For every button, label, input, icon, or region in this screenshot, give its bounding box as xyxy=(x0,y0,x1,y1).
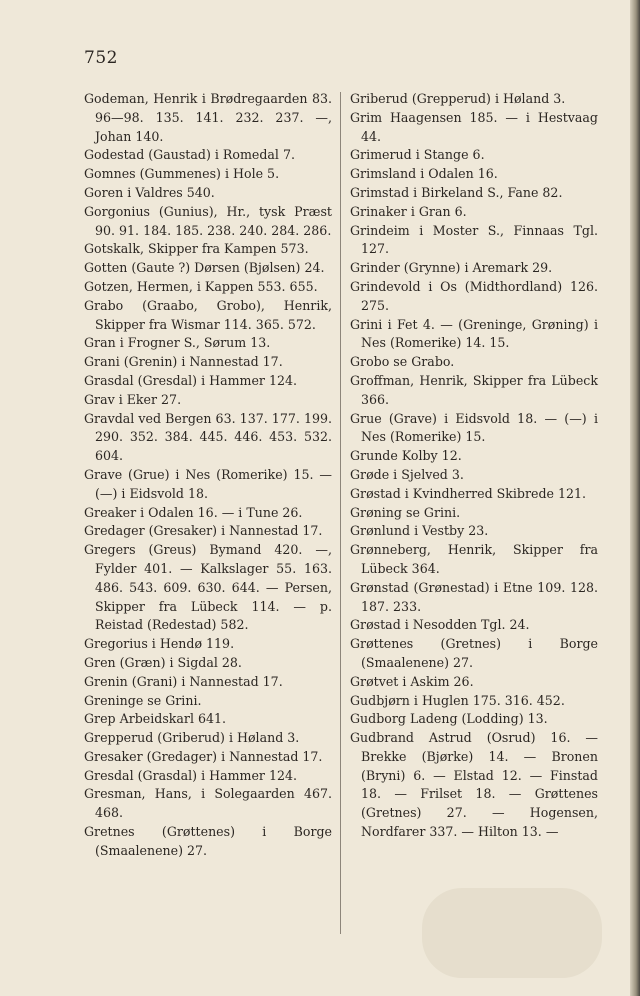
index-entry: Grav i Eker 27. xyxy=(84,391,182,407)
index-entry: Griberud (Grepperud) i Høland 3. xyxy=(350,91,566,106)
index-entry: Grasdal (Gresdal) i Hammer 124. xyxy=(84,372,297,388)
index-entry: Greaker i Odalen 16. — i Tune 26. xyxy=(84,504,303,520)
index-entry: Gudborg Ladeng (Lodding) 13. xyxy=(350,711,548,727)
index-entry: Grave (Grue) i Nes (Romerike) 15. — (—) i Eidsvold 18. xyxy=(84,466,332,501)
index-entry: Gregorius i Hendø 119. xyxy=(84,636,235,652)
index-entry: Grenin (Grani) i Nannestad 17. xyxy=(84,673,283,689)
index-entry: Gravdal ved Bergen 63. 137. 177. 199. 290. 352. 384. 445. 446. 453. 532. 604. xyxy=(84,410,332,464)
index-entry: Grunde Kolby 12. xyxy=(350,448,462,464)
index-entry: Grøstad i Kvindherred Skibrede 121. xyxy=(350,485,587,501)
page-edge xyxy=(630,0,640,996)
index-entry: Grindeim i Moster S., Finnaas Tgl. 127. xyxy=(350,222,598,257)
index-entry: Gomnes (Gummenes) i Hole 5. xyxy=(84,166,280,182)
index-entry: Grøning se Grini. xyxy=(350,504,461,520)
paper-stain xyxy=(422,888,602,978)
index-entry: Grep Arbeidskarl 641. xyxy=(84,711,227,727)
index-entry: Grimstad i Birkeland S., Fane 82. xyxy=(350,184,563,200)
index-entry: Gotten (Gaute ?) Dørsen (Bjølsen) 24. xyxy=(84,260,325,276)
index-entry: Gredager (Gresaker) i Nannestad 17. xyxy=(84,523,323,539)
index-entry: Gotzen, Hermen, i Kappen 553. 655. xyxy=(84,278,318,294)
index-entry: Grabo (Graabo, Grobo), Henrik, Skipper fra Wismar 114. 365. 572. xyxy=(84,297,332,332)
index-entry: Gretnes (Grøttenes) i Borge (Smaalenene) 27. xyxy=(84,824,332,858)
index-entry: Grimerud i Stange 6. xyxy=(350,147,485,163)
index-entry: Grøtvet i Askim 26. xyxy=(350,673,474,689)
index-entry: Gresaker (Gredager) i Nannestad 17. xyxy=(84,748,323,764)
index-entry: Gorgonius (Gunius), Hr., tysk Præst 90. 91. 184. 185. 238. 240. 284. 286. xyxy=(84,203,332,238)
index-entry: Gresdal (Grasdal) i Hammer 124. xyxy=(84,767,297,783)
index-entry: Grepperud (Griberud) i Høland 3. xyxy=(84,730,300,746)
index-entry: Grinaker i Gran 6. xyxy=(350,203,467,219)
index-entry: Goren i Valdres 540. xyxy=(84,184,215,200)
column-divider xyxy=(340,92,341,934)
index-entry: Gregers (Greus) Bymand 420. —, Fylder 401. — Kalkslager 55. 163. 486. 543. 609. 630. 644. — Persen, Skipper fra Lübeck 114. — p. Reistad (Redestad) 582. xyxy=(84,542,332,633)
index-entry: Gudbjørn i Huglen 175. 316. 452. xyxy=(350,692,565,708)
index-entry: Groffman, Henrik, Skipper fra Lübeck 366. xyxy=(350,372,598,407)
index-entry: Greninge se Grini. xyxy=(84,692,202,708)
index-entry: Grønlund i Vestby 23. xyxy=(350,523,489,539)
index-entry: Grinder (Grynne) i Aremark 29. xyxy=(350,260,553,276)
index-entry: Grimsland i Odalen 16. xyxy=(350,166,498,182)
index-entry: Grindevold i Os (Midthordland) 126. 275. xyxy=(350,278,598,313)
index-entry: Gran i Frogner S., Sørum 13. xyxy=(84,335,271,351)
index-entry: Grøstad i Nesodden Tgl. 24. xyxy=(350,617,530,633)
index-entry: Grønneberg, Henrik, Skipper fra Lübeck 364. xyxy=(350,542,598,576)
index-entry: Gotskalk, Skipper fra Kampen 573. xyxy=(84,241,309,257)
index-entry: Gudbrand Astrud (Osrud) 16. — Brekke (Bjørke) 14. — Bronen (Bryni) 6. — Elstad 12. — Finstad 18. — Frilset 18. — Grøttenes (Gretnes) 27. — Hogensen, Nordfarer 337. — Hilton 13. — xyxy=(350,730,598,840)
left-column xyxy=(84,90,332,861)
right-column xyxy=(350,90,598,842)
index-entry: Grønstad (Grønestad) i Etne 109. 128. 187. 233. xyxy=(350,579,598,614)
index-entry: Grøttenes (Gretnes) i Borge (Smaalenene) 27. xyxy=(350,636,598,670)
index-entry: Godestad (Gaustad) i Romedal 7. xyxy=(84,147,295,163)
index-entry: Gren (Græn) i Sigdal 28. xyxy=(84,654,242,670)
index-entry: Grani (Grenin) i Nannestad 17. xyxy=(84,354,283,370)
index-entry: Grini i Fet 4. — (Greninge, Grøning) i Nes (Romerike) 14. 15. xyxy=(350,316,598,351)
index-entry: Grobo se Grabo. xyxy=(350,354,455,370)
index-entry: Grim Haagensen 185. — i Hestvaag 44. xyxy=(350,109,598,144)
page-number: 752 xyxy=(84,48,118,68)
index-entry: Gresman, Hans, i Solegaarden 467. 468. xyxy=(84,786,332,821)
index-entry: Godeman, Henrik i Brødregaarden 83. 96—98. 135. 141. 232. 237. —, Johan 140. xyxy=(84,91,332,144)
index-entry: Grøde i Sjelved 3. xyxy=(350,466,464,482)
index-entry: Grue (Grave) i Eidsvold 18. — (—) i Nes (Romerike) 15. xyxy=(350,410,598,445)
